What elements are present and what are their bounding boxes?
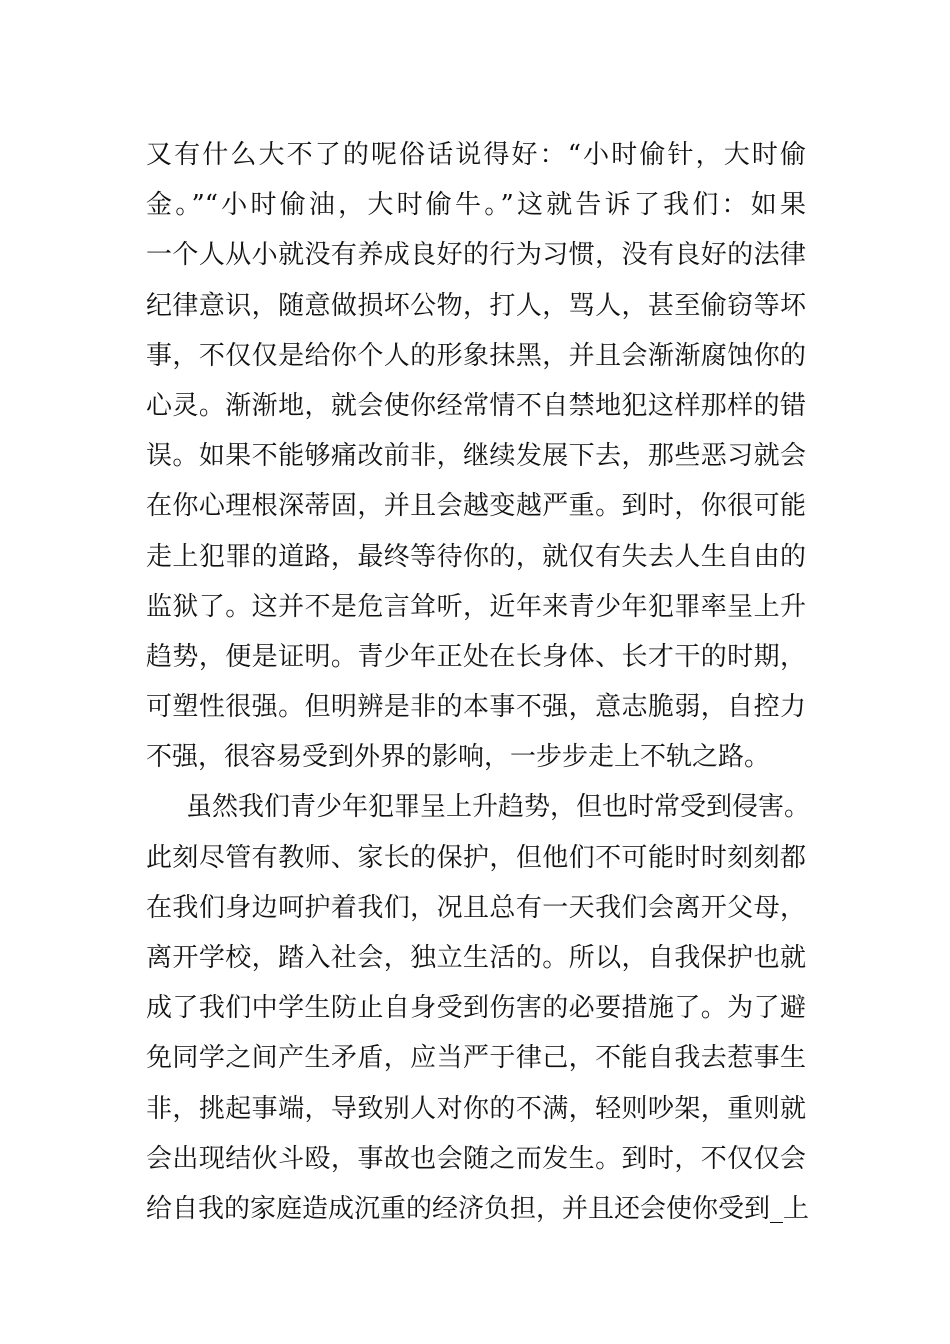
text-line: 会出现结伙斗殴，事故也会随之而发生。到时，不仅仅会 <box>146 1143 806 1174</box>
text-line: 非，挑起事端，导致别人对你的不满，轻则吵架，重则就 <box>146 1093 806 1124</box>
text-line: 纪律意识，随意做损坏公物，打人，骂人，甚至偷窃等坏 <box>146 290 806 321</box>
text-line: 免同学之间产生矛盾，应当严于律己，不能自我去惹事生 <box>146 1043 806 1074</box>
text-line: 可塑性很强。但明辨是非的本事不强，意志脆弱，自控力 <box>146 692 806 723</box>
text-line: 成了我们中学生防止自身受到伤害的必要措施了。为了避 <box>146 993 806 1024</box>
text-line: 又有什么大不了的呢俗话说得好：“小时偷针，大时偷 <box>146 140 806 170</box>
paragraph-1 <box>146 130 806 782</box>
paragraph-2 <box>146 782 811 1234</box>
text-line: 监狱了。这并不是危言耸听，近年来青少年犯罪率呈上升 <box>146 591 806 622</box>
text-line: 离开学校，踏入社会，独立生活的。所以，自我保护也就 <box>146 943 806 973</box>
text-line: 虽然我们青少年犯罪呈上升趋势，但也时常受到侵害。 <box>186 792 811 823</box>
text-line: 在你心理根深蒂固，并且会越变越严重。到时，你很可能 <box>146 491 806 522</box>
text-line: 走上犯罪的道路，最终等待你的，就仅有失去人生自由的 <box>146 541 806 572</box>
text-line: 此刻尽管有教师、家长的保护，但他们不可能时时刻刻都 <box>146 842 806 873</box>
text-line: 一个人从小就没有养成良好的行为习惯，没有良好的法律 <box>146 240 806 271</box>
text-line: 心灵。渐渐地，就会使你经常情不自禁地犯这样那样的错 <box>146 390 806 421</box>
text-line: 事，不仅仅是给你个人的形象抹黑，并且会渐渐腐蚀你的 <box>146 340 806 371</box>
text-line: 趋势，便是证明。青少年正处在长身体、长才干的时期， <box>146 641 806 672</box>
text-line: 金。”“小时偷油，大时偷牛。”这就告诉了我们：如果 <box>146 190 806 221</box>
body-text <box>146 130 811 1234</box>
text-line: 不强，很容易受到外界的影响，一步步走上不轨之路。 <box>146 742 771 773</box>
text-line: 给自我的家庭造成沉重的经济负担，并且还会使你受到_上 <box>146 1193 810 1224</box>
text-line: 在我们身边呵护着我们，况且总有一天我们会离开父母， <box>146 892 806 923</box>
text-line: 误。如果不能够痛改前非，继续发展下去，那些恶习就会 <box>146 441 806 472</box>
